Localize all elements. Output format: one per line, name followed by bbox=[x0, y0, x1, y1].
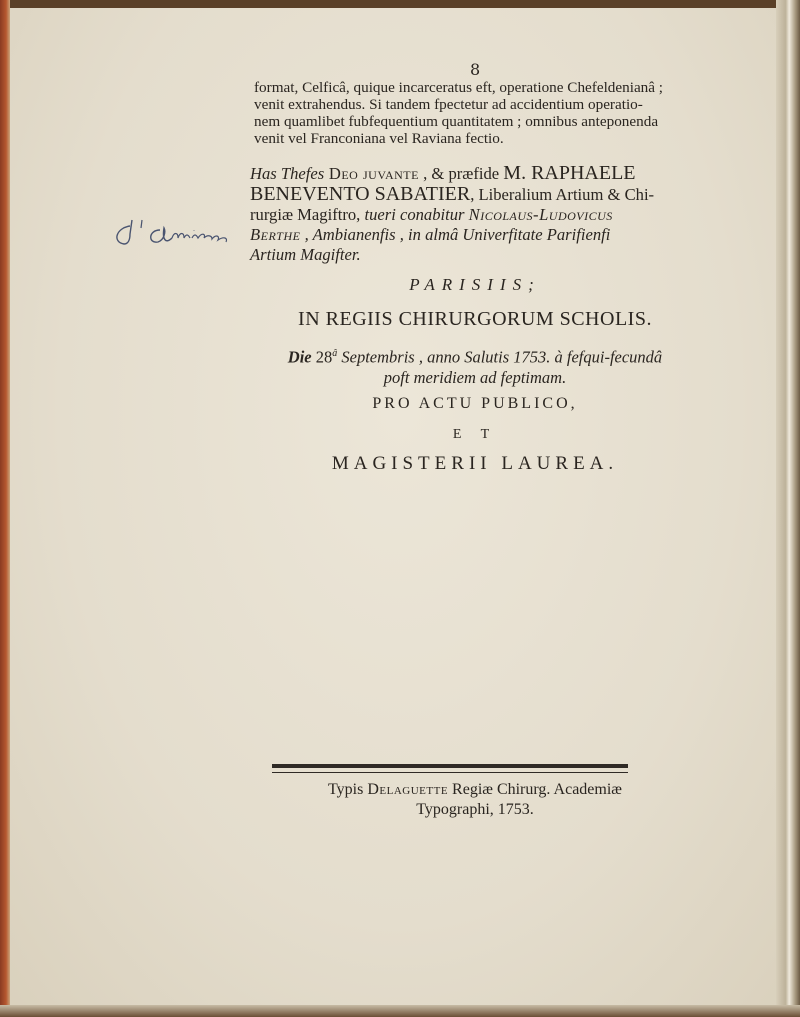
thesis-praeside: , & præfide bbox=[418, 164, 504, 183]
imprint-rule bbox=[272, 764, 628, 773]
thesis-line-2 bbox=[250, 184, 698, 205]
page-right-edge bbox=[776, 0, 800, 1017]
thesis-has-theses: Has Thefes bbox=[250, 164, 325, 183]
thesis-paragraph bbox=[250, 163, 698, 265]
paragraph-line: venit extrahendus. Si tandem fpectetur ad accidentium operatio- bbox=[254, 96, 643, 113]
thesis-magistro: rurgiæ Magiftro, bbox=[250, 205, 365, 224]
et-conjunction: E T bbox=[452, 427, 498, 442]
page-left-edge bbox=[0, 0, 10, 1017]
thesis-tueri: tueri conabitur bbox=[364, 205, 469, 224]
thesis-deo-juvante: Deo juvante bbox=[324, 164, 419, 183]
imprint-typis: Typis bbox=[328, 781, 368, 798]
magisterii-laurea: MAGISTERII LAUREA. bbox=[331, 453, 619, 474]
paragraph-line: nem quamlibet fubfequentium quantitatem ; omnibus anteponenda bbox=[254, 113, 659, 130]
printer-imprint bbox=[250, 780, 700, 820]
imprint-line-1 bbox=[250, 780, 700, 800]
place-parisiis: PARISIIS; bbox=[409, 275, 541, 294]
thesis-candidate-surname: Berthe bbox=[250, 225, 301, 244]
venue-scholis: IN REGIIS CHIRURGORUM SCHOLIS. bbox=[298, 308, 652, 330]
die-day-suffix: â bbox=[332, 348, 338, 359]
opening-paragraph bbox=[254, 79, 698, 147]
imprint-academy: Regiæ Chirurg. Academiæ bbox=[448, 781, 622, 798]
thesis-line-4 bbox=[250, 225, 698, 245]
date-line-2: poft meridiem ad feptimam. bbox=[383, 367, 567, 387]
thesis-president-name: M. RAPHAELE bbox=[503, 162, 636, 184]
paragraph-line: format, Celficâ, quique incarceratus eft, operatione Chefeldenianâ ; bbox=[254, 79, 664, 96]
thesis-university: , Ambianenfis , in almâ Univerfitate Parifienfi bbox=[300, 225, 611, 244]
pro-actu-publico: PRO ACTU PUBLICO, bbox=[372, 395, 578, 412]
thesis-line-1 bbox=[250, 163, 698, 184]
die-month-year: Septembris , anno Salutis 1753. à fefqui-fecundâ bbox=[337, 347, 663, 367]
date-line bbox=[250, 344, 700, 388]
thesis-titles: , Liberalium Artium & Chi- bbox=[470, 185, 655, 204]
thesis-candidate-name: Nicolaus-Ludovicus bbox=[468, 205, 613, 224]
handwritten-margin-note bbox=[108, 212, 248, 252]
thesis-line-5: Artium Magifter. bbox=[250, 245, 361, 264]
imprint-line-2: Typographi, 1753. bbox=[416, 801, 534, 818]
paragraph-line: venit vel Franconiana vel Raviana fectio. bbox=[254, 130, 504, 147]
die-day: 28 bbox=[311, 347, 333, 367]
date-line-1 bbox=[250, 344, 700, 368]
die-word: Die bbox=[287, 347, 312, 367]
page-number: 8 bbox=[470, 60, 481, 79]
imprint-printer-name: Delaguette bbox=[367, 781, 449, 798]
page-bottom-edge bbox=[0, 1005, 800, 1017]
page-top-edge bbox=[0, 0, 800, 8]
thesis-line-3 bbox=[250, 205, 698, 225]
thesis-president-surname: BENEVENTO SABATIER bbox=[250, 183, 471, 205]
